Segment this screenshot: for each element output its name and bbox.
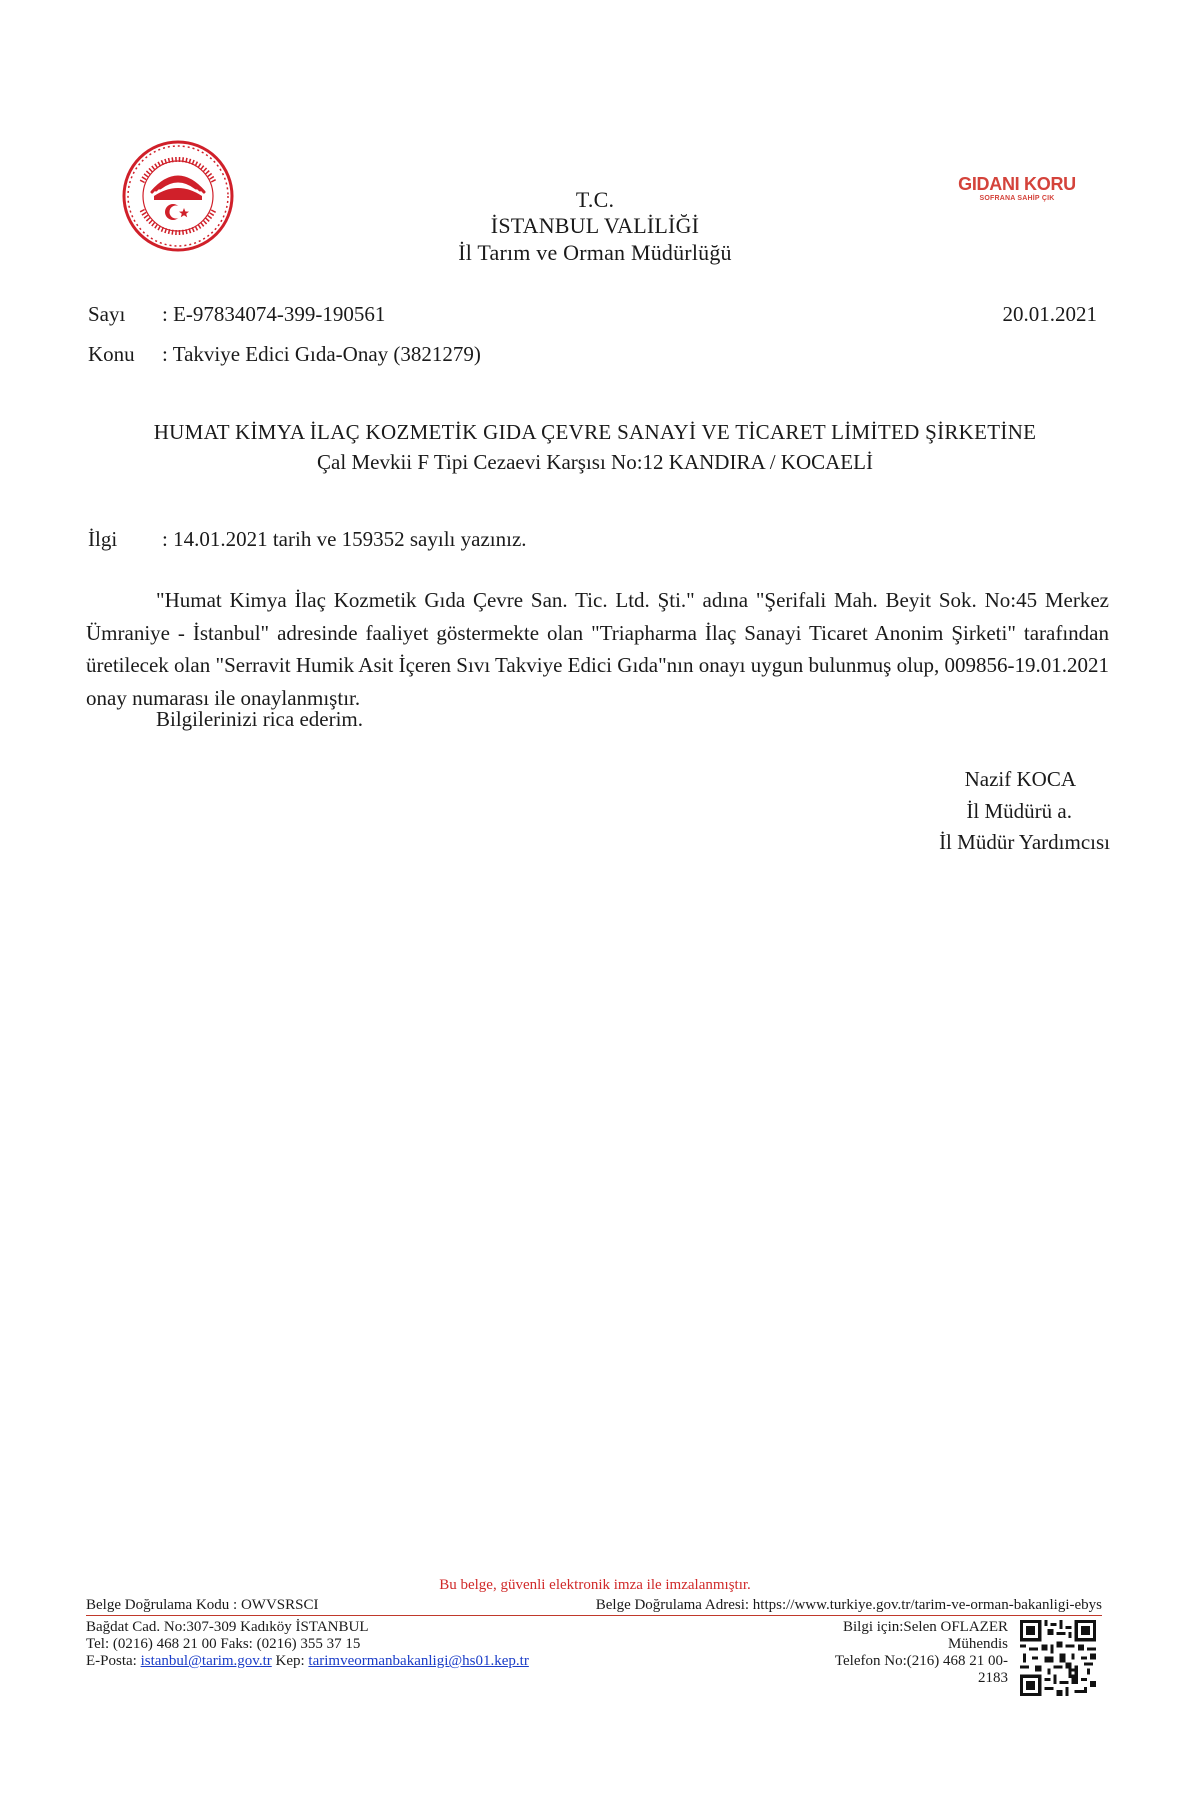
gidani-koru-logo	[952, 174, 1082, 208]
esignature-notice: Bu belge, güvenli elektronik imza ile imzalanmıştır.	[439, 1577, 751, 1593]
konu-value: : Takviye Edici Gıda-Onay (3821279)	[162, 342, 481, 366]
footer-phone-fax: Tel: (0216) 468 21 00 Faks: (0216) 355 37 15	[86, 1636, 361, 1652]
signatory-name: Nazif KOCA	[964, 767, 1076, 791]
body-paragraph: "Humat Kimya İlaç Kozmetik Gıda Çevre San. Tic. Ltd. Şti." adına "Şerifali Mah. Beyit Sok. No:45 Merkez Ümraniye - İstanbul" adresinde faaliyet göstermekte olan "Triapharma İlaç Sanayi Ticaret Anonim Şirketi" tarafından üretilecek olan "Serravit Humik Asit İçeren Sıvı Takviye Edici Gıda"nın onayı uygun bulunmuş olup, 009856-19.01.2021 onay numarası ile onaylanmıştır.	[86, 588, 1109, 710]
footer-contact	[86, 1653, 529, 1670]
email-link[interactable]: istanbul@tarim.gov.tr	[140, 1653, 272, 1669]
sayi-label: Sayı	[88, 302, 126, 326]
logo-sub-text: SOFRANA SAHİP ÇIK	[979, 195, 1055, 202]
sayi-value: : E-97834074-399-190561	[162, 302, 386, 326]
header-directorate: İl Tarım ve Orman Müdürlüğü	[458, 240, 732, 265]
signatory-title: İl Müdürü a.	[966, 799, 1072, 823]
ilgi-value: : 14.01.2021 tarih ve 159352 sayılı yazınız.	[162, 527, 527, 551]
recipient-address: Çal Mevkii F Tipi Cezaevi Karşısı No:12 KANDIRA / KOCAELİ	[317, 450, 873, 474]
verification-code: Belge Doğrulama Kodu : OWVSRSCI	[86, 1597, 319, 1613]
ilgi-label: İlgi	[88, 527, 118, 551]
recipient-name: HUMAT KİMYA İLAÇ KOZMETİK GIDA ÇEVRE SANAYİ VE TİCARET LİMİTED ŞİRKETİNE	[153, 420, 1037, 444]
closing-line: Bilgilerinizi rica ederim.	[156, 707, 364, 731]
footer-info-phone-ext: 2183	[978, 1670, 1008, 1686]
header-governorship: İSTANBUL VALİLİĞİ	[490, 213, 700, 238]
footer-divider	[86, 1615, 1102, 1616]
footer-address: Bağdat Cad. No:307-309 Kadıköy İSTANBUL	[86, 1619, 369, 1635]
signatory-role: İl Müdür Yardımcısı	[939, 830, 1110, 854]
email-label: E-Posta:	[86, 1653, 137, 1669]
footer-info-contact: Bilgi için:Selen OFLAZER	[843, 1619, 1008, 1635]
kep-label: Kep:	[275, 1653, 305, 1669]
footer-info-phone: Telefon No:(216) 468 21 00-	[834, 1653, 1008, 1669]
kep-link[interactable]: tarimveormanbakanligi@hs01.kep.tr	[308, 1653, 529, 1669]
konu-label: Konu	[88, 342, 135, 366]
verification-address: Belge Doğrulama Adresi: https://www.turkiye.gov.tr/tarim-ve-orman-bakanligi-ebys	[595, 1597, 1102, 1613]
qr-code-icon	[1020, 1620, 1096, 1696]
logo-main-text: GIDANI KORU	[958, 174, 1076, 194]
document-date: 20.01.2021	[1002, 302, 1097, 326]
header-tc: T.C.	[575, 187, 615, 212]
footer-info-role: Mühendis	[948, 1636, 1008, 1652]
